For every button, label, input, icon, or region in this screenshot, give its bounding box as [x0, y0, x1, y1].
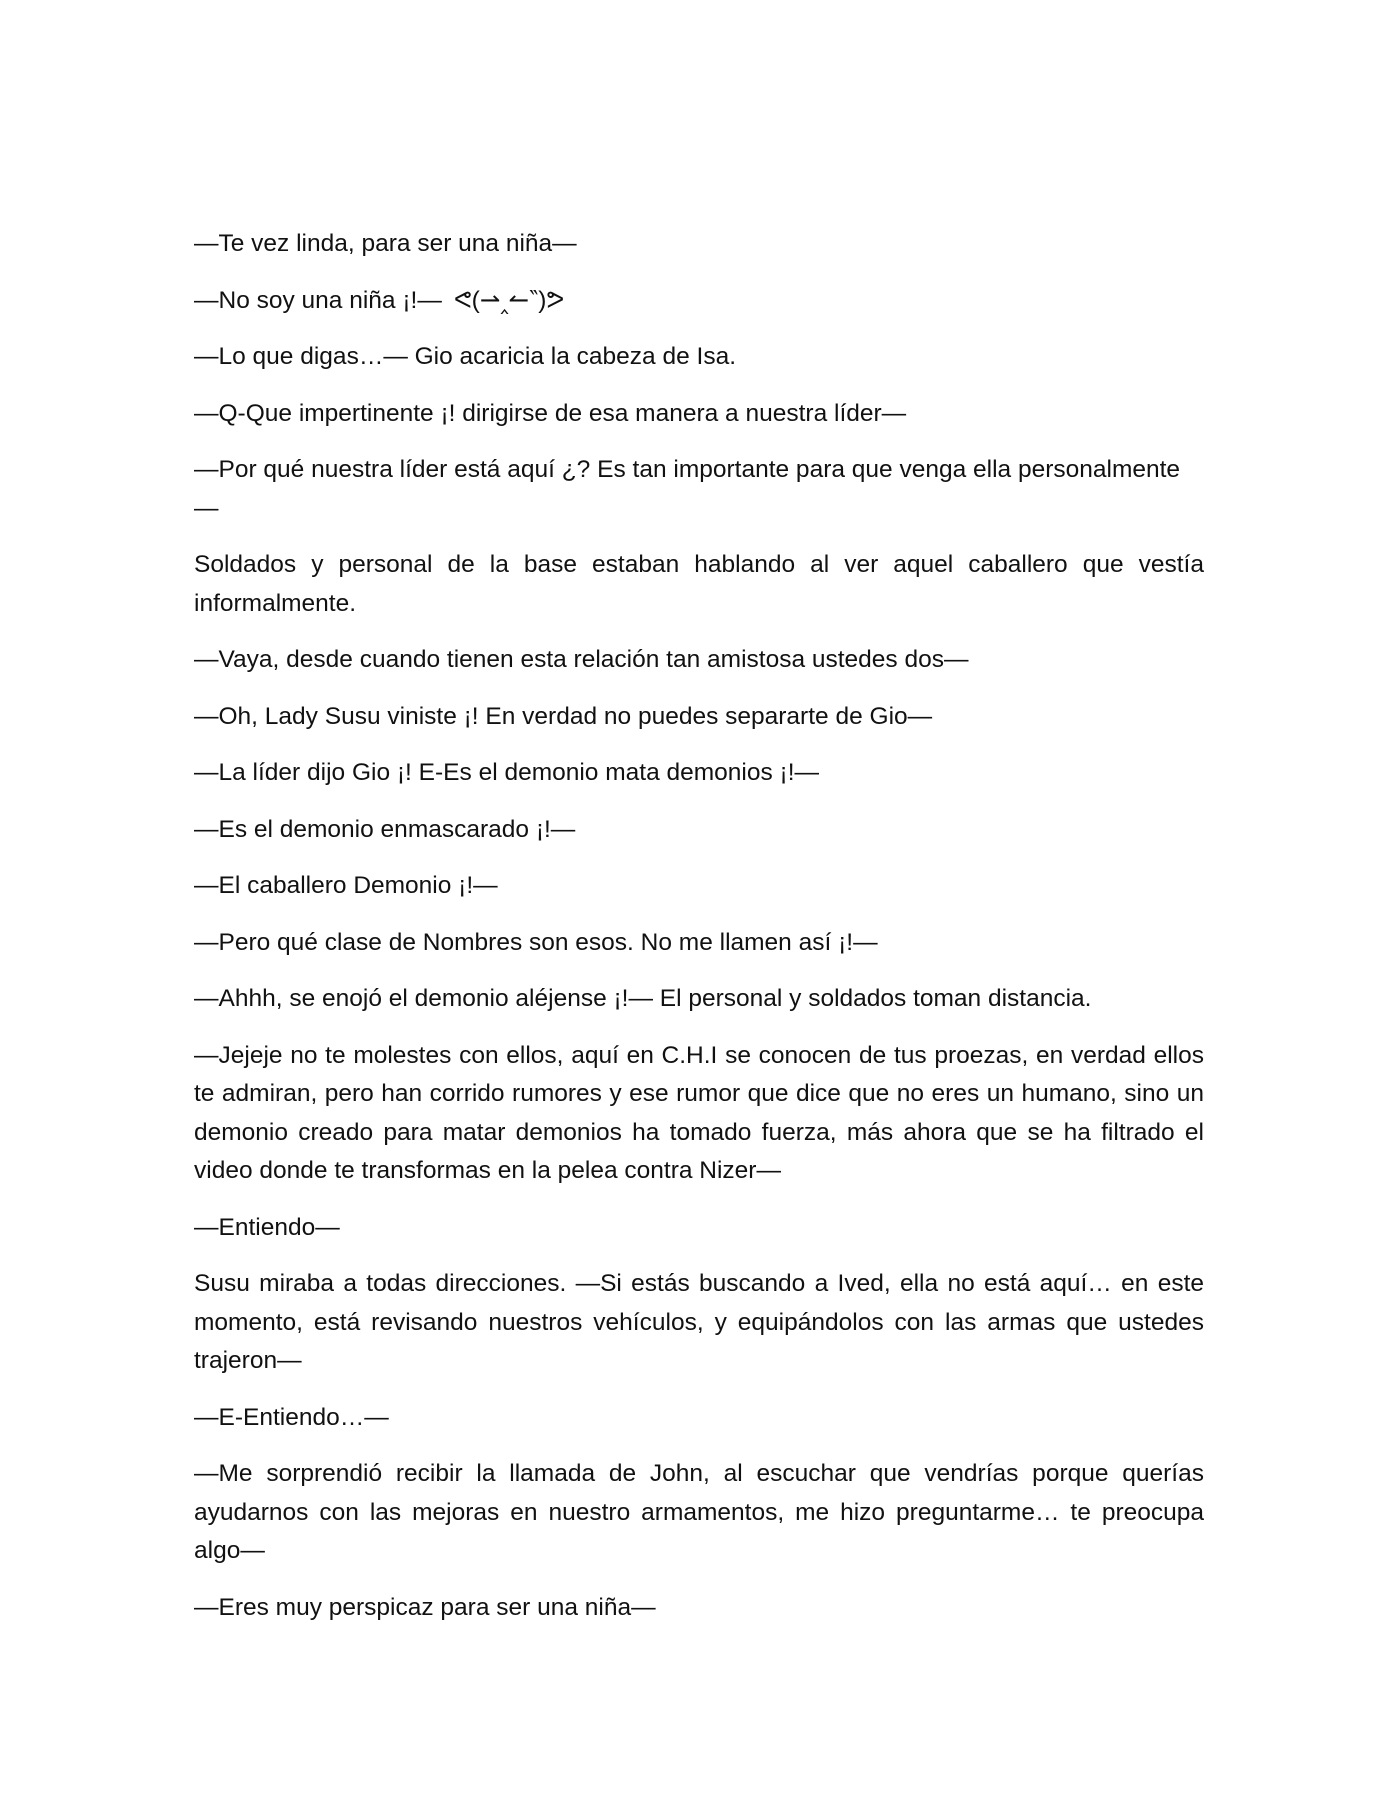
paragraph: —Por qué nuestra líder está aquí ¿? Es tan importante para que venga ella personalmente—: [194, 456, 1181, 522]
paragraph: —Eres muy perspicaz para ser una niña—: [194, 1593, 656, 1621]
paragraph-text: —No soy una niña ¡!—: [194, 286, 442, 314]
paragraph: —La líder dijo Gio ¡! E-Es el demonio mata demonios ¡!—: [194, 759, 820, 786]
paragraph: —Lo que digas…— Gio acaricia la cabeza de Isa.: [194, 343, 737, 370]
paragraph: —Me sorprendió recibir la llamada de John, al escuchar que vendrías porque querías ayudarnos con las mejoras en nuestro armamentos, me hizo preguntarme… te preocupa algo—: [194, 1460, 1204, 1564]
paragraph: —Ahhh, se enojó el demonio aléjense ¡!— El personal y soldados toman distancia.: [194, 985, 1092, 1012]
paragraph: —Vaya, desde cuando tienen esta relación tan amistosa ustedes dos—: [194, 646, 969, 673]
paragraph: —Jejeje no te molestes con ellos, aquí en C.H.I se conocen de tus proezas, en verdad ellos te admiran, pero han corrido rumores y ese rumor que dice que no eres un humano, sino un demonio creado para matar demonios ha tomado fuerza, más ahora que se ha filtrado el video donde te transformas en la pelea contra Nizer—: [194, 1041, 1204, 1184]
paragraph: —Te vez linda, para ser una niña—: [194, 230, 577, 257]
paragraph: Soldados y personal de la base estaban hablando al ver aquel caballero que vestía informalmente.: [194, 551, 1204, 617]
paragraph: —Oh, Lady Susu viniste ¡! En verdad no puedes separarte de Gio—: [194, 702, 933, 730]
emoticon: ᕙ(⇀‸↼‶)ᕗ: [453, 286, 565, 314]
paragraph: —Q-Que impertinente ¡! dirigirse de esa manera a nuestra líder—: [194, 399, 907, 427]
paragraph: —E-Entiendo…—: [194, 1403, 389, 1431]
paragraph: —El caballero Demonio ¡!—: [194, 872, 498, 899]
paragraph: [194, 282, 1204, 321]
paragraph: —Entiendo—: [194, 1213, 340, 1241]
paragraph: —Pero qué clase de Nombres son esos. No me llamen así ¡!—: [194, 928, 878, 956]
paragraph: —Es el demonio enmascarado ¡!—: [194, 815, 576, 843]
paragraph: Susu miraba a todas direcciones. —Si estás buscando a Ived, ella no está aquí… en este momento, está revisando nuestros vehículos, y equipándolos con las armas que ustedes trajeron—: [194, 1270, 1204, 1374]
document-body: [194, 225, 1204, 1645]
